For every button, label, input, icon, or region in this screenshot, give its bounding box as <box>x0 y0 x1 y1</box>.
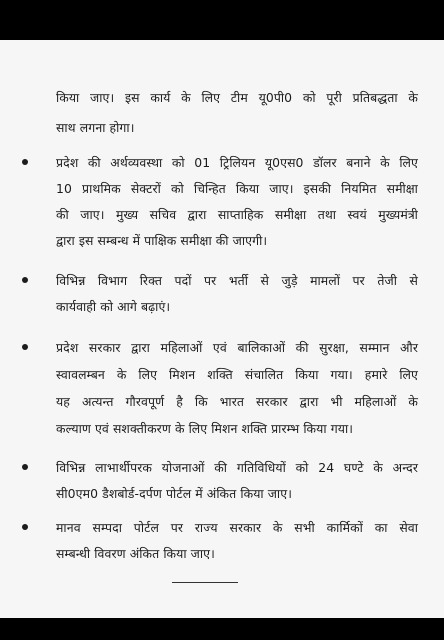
bullet-dot <box>22 159 28 165</box>
bullet-line: की जाए। मुख्य सचिव द्वारा साप्ताहिक समीक्षा तथा स्वयं मुख्यमंत्री <box>56 207 418 222</box>
bullet-line: स्वावलम्बन के लिए मिशन शक्ति संचालित किया गया। हमारे लिए <box>56 367 418 382</box>
bullet-line: मानव सम्पदा पोर्टल पर राज्य सरकार के सभी कार्मिकों का सेवा <box>56 520 418 535</box>
bullet-line: यह अत्यन्त गौरवपूर्ण है कि भारत सरकार द्वारा भी महिलाओं के <box>56 394 418 409</box>
bullet-line: प्रदेश सरकार द्वारा महिलाओं एवं बालिकाओं की सुरक्षा, सम्मान और <box>56 340 418 355</box>
bullet-line: विभिन्न विभाग रिक्त पदों पर भर्ती से जुड़े मामलों पर तेजी से <box>56 273 418 288</box>
bullet-line: 10 प्राथमिक सेक्टरों को चिन्हित किया जाए। इसकी नियमित समीक्षा <box>56 181 418 196</box>
bullet-line: विभिन्न लाभार्थीपरक योजनाओं की गतिविधियों को 24 घण्टे के अन्दर <box>56 460 418 475</box>
bullet-dot <box>22 464 28 470</box>
bullet-line: कार्यवाही को आगे बढ़ाएं। <box>56 299 171 314</box>
top-black-bar <box>0 0 444 40</box>
bullet-line: द्वारा इस सम्बन्ध में पाक्षिक समीक्षा की जाएगी। <box>56 233 268 248</box>
bullet-dot <box>22 524 28 530</box>
bullet-line: सम्बन्धी विवरण अंकित किया जाए। <box>56 546 215 561</box>
bullet-line: सी0एम0 डैशबोर्ड-दर्पण पोर्टल में अंकित किया जाए। <box>56 486 292 501</box>
bullet-line: कल्याण एवं सशक्तीकरण के लिए मिशन शक्ति प्रारम्भ किया गया। <box>56 421 354 436</box>
bottom-black-bar <box>0 618 444 640</box>
bullet-line: प्रदेश की अर्थव्यवस्था को 01 ट्रिलियन यू0एस0 डॉलर बनाने के लिए <box>56 155 418 170</box>
paragraph-line: साथ लगना होगा। <box>56 120 135 135</box>
document-page <box>0 40 444 618</box>
paragraph-line: किया जाए। इस कार्य के लिए टीम यू0पी0 को पूरी प्रतिबद्धता के <box>56 90 418 105</box>
bullet-dot <box>22 277 28 283</box>
bullet-dot <box>22 344 28 350</box>
end-separator-rule <box>172 582 238 583</box>
